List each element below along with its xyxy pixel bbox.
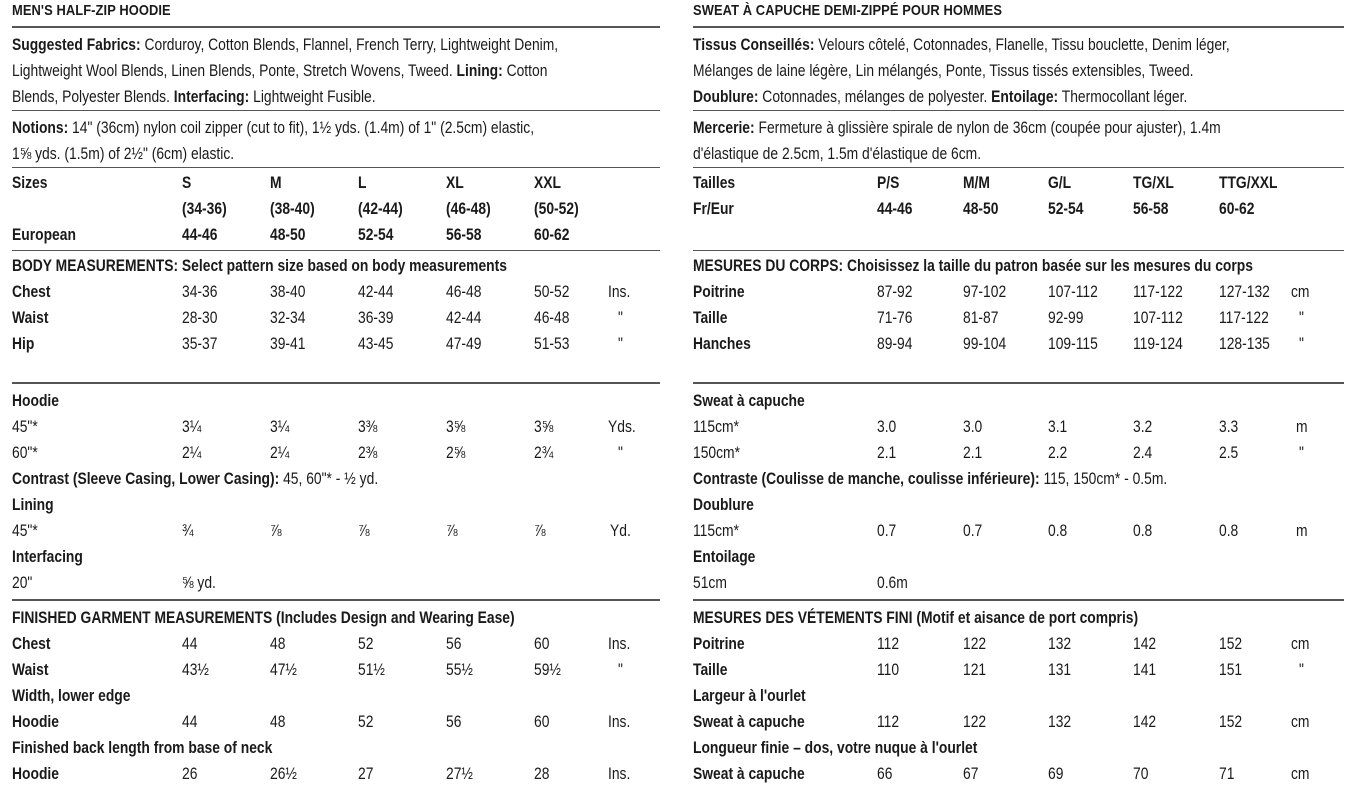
table-cell: 3.0 xyxy=(877,418,897,436)
interfacing-text: Thermocollant léger. xyxy=(1058,88,1188,106)
table-cell: 43½ xyxy=(182,661,209,679)
table-cell: 87-92 xyxy=(877,283,913,301)
table-cell: 81-87 xyxy=(963,309,999,327)
width-label-fr: Largeur à l'ourlet xyxy=(693,687,806,705)
table-cell: 50-52 xyxy=(534,283,570,301)
table-cell: ⅞ xyxy=(270,522,282,540)
table-cell: 39-41 xyxy=(270,335,306,353)
table-cell: 36-39 xyxy=(358,309,394,327)
table-cell: 3.0 xyxy=(963,418,983,436)
table-cell: 142 xyxy=(1133,635,1157,653)
table-cell: 107-112 xyxy=(1048,283,1098,301)
table-cell: 3.2 xyxy=(1133,418,1153,436)
size-range: (38-40) xyxy=(270,200,315,218)
row-label: Hoodie xyxy=(12,713,59,731)
table-cell: 26 xyxy=(182,765,198,783)
row-label: 51cm xyxy=(693,574,727,592)
table-cell: 132 xyxy=(1048,713,1072,731)
divider xyxy=(12,382,660,384)
row-label: 20" xyxy=(12,574,33,592)
size-letter: XL xyxy=(446,174,464,192)
table-cell: 2.5 xyxy=(1219,444,1239,462)
size-letter: M/M xyxy=(963,174,990,192)
row-label: Chest xyxy=(12,283,51,301)
table-cell: 52 xyxy=(358,635,374,653)
table-cell: 44 xyxy=(182,713,198,731)
fabrics-text: Velours côtelé, Cotonnades, Flanelle, Tissu bouclette, Denim léger, xyxy=(814,36,1230,54)
table-cell: 26½ xyxy=(270,765,297,783)
row-label: 60"* xyxy=(12,444,38,462)
size-letter: M xyxy=(270,174,282,192)
lining-text: Cotton xyxy=(502,62,548,80)
unit: Ins. xyxy=(608,283,631,301)
table-cell: 69 xyxy=(1048,765,1064,783)
table-cell: ⅞ xyxy=(534,522,546,540)
table-cell: 3⅜ xyxy=(358,418,378,436)
divider xyxy=(12,26,660,28)
table-cell: 110 xyxy=(877,661,900,679)
table-cell: 117-122 xyxy=(1133,283,1183,301)
table-cell: 27½ xyxy=(446,765,473,783)
row-label: Poitrine xyxy=(693,635,745,653)
table-cell: 46-48 xyxy=(534,309,570,327)
european-size: 44-46 xyxy=(182,226,218,244)
row-label: 45"* xyxy=(12,522,38,540)
unit: cm xyxy=(1291,765,1310,783)
table-cell: 0.8 xyxy=(1048,522,1068,540)
unit: " xyxy=(618,661,623,679)
unit: Ins. xyxy=(608,635,631,653)
eur-size: 60-62 xyxy=(1219,200,1255,218)
row-label: 115cm* xyxy=(693,522,739,540)
notions-text: 1⅝ yds. (1.5m) of 2½" (6cm) elastic. xyxy=(12,145,235,163)
page-title-fr: SWEAT À CAPUCHE DEMI-ZIPPÉ POUR HOMMES xyxy=(693,2,1003,19)
size-range: (46-48) xyxy=(446,200,491,218)
length-label-fr: Longueur finie – dos, votre nuque à l'ourlet xyxy=(693,739,978,757)
unit: Yd. xyxy=(610,522,631,540)
table-cell: 89-94 xyxy=(877,335,913,353)
table-cell: 59½ xyxy=(534,661,561,679)
divider xyxy=(12,250,660,251)
notions-text: 14" (36cm) nylon coil zipper (cut to fit), 1½ yds. (1.4m) of 1" (2.5cm) elastic, xyxy=(68,119,535,137)
table-cell: 56 xyxy=(446,635,462,653)
table-cell: 3¼ xyxy=(182,418,202,436)
table-cell: 44 xyxy=(182,635,198,653)
table-cell: 52 xyxy=(358,713,374,731)
divider xyxy=(693,599,1344,601)
table-cell: 56 xyxy=(446,713,462,731)
fabrics-text: Mélanges de laine légère, Lin mélangés, Ponte, Tissus tissés extensibles, Tweed. xyxy=(693,62,1194,80)
table-cell: 0.6m xyxy=(877,574,908,592)
table-cell: 132 xyxy=(1048,635,1072,653)
table-cell: 122 xyxy=(963,635,987,653)
size-letter: G/L xyxy=(1048,174,1072,192)
table-cell: 48 xyxy=(270,713,286,731)
finished-measurements-heading: FINISHED GARMENT MEASUREMENTS (Includes Design and Wearing Ease) xyxy=(12,609,515,627)
lining-label: Lining: xyxy=(456,62,503,80)
table-cell: 0.8 xyxy=(1133,522,1153,540)
table-cell: 3.3 xyxy=(1219,418,1239,436)
body-measurements-heading-fr: MESURES DU CORPS: Choisissez la taille du patron basée sur les mesures du corps xyxy=(693,257,1253,275)
table-cell: 107-112 xyxy=(1133,309,1183,327)
interfacing-label-fr: Entoilage xyxy=(693,548,756,566)
contrast-line-fr xyxy=(693,466,1167,492)
european-size: 52-54 xyxy=(358,226,394,244)
table-cell: 55½ xyxy=(446,661,473,679)
lining-label: Doublure: xyxy=(693,88,759,106)
table-cell: 34-36 xyxy=(182,283,218,301)
size-letter: S xyxy=(182,174,192,192)
table-cell: 70 xyxy=(1133,765,1149,783)
interfacing-label: Interfacing xyxy=(12,548,83,566)
divider xyxy=(693,26,1344,28)
size-letter: TTG/XXL xyxy=(1219,174,1278,192)
unit: cm xyxy=(1291,283,1310,301)
divider xyxy=(12,599,660,601)
table-cell: 2.1 xyxy=(963,444,983,462)
hoodie-label: Hoodie xyxy=(12,392,59,410)
european-size: 56-58 xyxy=(446,226,482,244)
table-cell: 2¾ xyxy=(534,444,554,462)
fabrics-label: Tissus Conseillés: xyxy=(693,36,815,54)
unit: cm xyxy=(1291,635,1310,653)
eur-size: 52-54 xyxy=(1048,200,1084,218)
row-label: 150cm* xyxy=(693,444,741,462)
width-label: Width, lower edge xyxy=(12,687,131,705)
table-cell: 141 xyxy=(1133,661,1157,679)
size-range: (50-52) xyxy=(534,200,579,218)
size-letter: XXL xyxy=(534,174,561,192)
table-cell: 2¼ xyxy=(270,444,290,462)
european-label: European xyxy=(12,226,76,244)
table-cell: 122 xyxy=(963,713,987,731)
eur-size: 44-46 xyxy=(877,200,913,218)
table-cell: ⅞ xyxy=(446,522,458,540)
table-cell: 97-102 xyxy=(963,283,1007,301)
notions-paragraph xyxy=(12,115,534,167)
divider xyxy=(12,110,660,111)
eur-size: 48-50 xyxy=(963,200,999,218)
fabrics-text: Lightweight Wool Blends, Linen Blends, Ponte, Stretch Wovens, Tweed. xyxy=(12,62,457,80)
notions-label: Notions: xyxy=(12,119,69,137)
notions-label: Mercerie: xyxy=(693,119,755,137)
divider xyxy=(693,382,1344,384)
contrast-text: 115, 150cm* - 0.5m. xyxy=(1039,470,1168,488)
table-cell: 2.1 xyxy=(877,444,897,462)
table-cell: 66 xyxy=(877,765,893,783)
table-cell: 2¼ xyxy=(182,444,202,462)
table-cell: 0.7 xyxy=(877,522,897,540)
table-cell: 51½ xyxy=(358,661,385,679)
table-cell: 99-104 xyxy=(963,335,1007,353)
table-cell: ⅞ xyxy=(358,522,370,540)
page-title: MEN'S HALF-ZIP HOODIE xyxy=(12,2,171,19)
table-cell: 152 xyxy=(1219,713,1243,731)
fabrics-label: Suggested Fabrics: xyxy=(12,36,141,54)
lining-text: Cotonnades, mélanges de polyester. xyxy=(758,88,992,106)
unit: " xyxy=(1299,444,1304,462)
lining-label: Lining xyxy=(12,496,54,514)
table-cell: 3.1 xyxy=(1048,418,1068,436)
table-cell: 71-76 xyxy=(877,309,913,327)
unit: " xyxy=(1299,335,1304,353)
contrast-label: Contrast (Sleeve Casing, Lower Casing): xyxy=(12,470,280,488)
row-label: Taille xyxy=(693,309,728,327)
european-size: 60-62 xyxy=(534,226,570,244)
row-label: Waist xyxy=(12,661,49,679)
table-cell: 3⅝ xyxy=(446,418,466,436)
table-cell: 48 xyxy=(270,635,286,653)
table-cell: 112 xyxy=(877,713,900,731)
fabrics-paragraph xyxy=(12,32,558,110)
eur-size: 56-58 xyxy=(1133,200,1169,218)
table-cell: 32-34 xyxy=(270,309,306,327)
lining-text: Blends, Polyester Blends. xyxy=(12,88,174,106)
contrast-text: 45, 60"* - ½ yd. xyxy=(279,470,379,488)
table-cell: 121 xyxy=(963,661,987,679)
unit: " xyxy=(618,444,623,462)
table-cell: 142 xyxy=(1133,713,1157,731)
row-label: Poitrine xyxy=(693,283,745,301)
table-cell: 42-44 xyxy=(446,309,482,327)
unit: Ins. xyxy=(608,713,631,731)
eur-label: Fr/Eur xyxy=(693,200,734,218)
table-cell: 28-30 xyxy=(182,309,218,327)
row-label: Hanches xyxy=(693,335,751,353)
fabrics-text: Corduroy, Cotton Blends, Flannel, French Terry, Lightweight Denim, xyxy=(140,36,559,54)
unit: " xyxy=(1299,661,1304,679)
notions-text: Fermeture à glissière spirale de nylon de 36cm (coupée pour ajuster), 1.4m xyxy=(754,119,1221,137)
table-cell: 151 xyxy=(1219,661,1243,679)
table-cell: 2⅝ xyxy=(446,444,466,462)
sizes-label: Sizes xyxy=(12,174,48,192)
size-range: (42-44) xyxy=(358,200,403,218)
table-cell: 28 xyxy=(534,765,550,783)
table-cell: 47½ xyxy=(270,661,297,679)
table-cell: 67 xyxy=(963,765,979,783)
finished-measurements-heading-fr: MESURES DES VÉTEMENTS FINI (Motif et aisance de port compris) xyxy=(693,609,1139,627)
divider xyxy=(12,167,660,168)
length-label: Finished back length from base of neck xyxy=(12,739,273,757)
unit: Yds. xyxy=(608,418,636,436)
european-size: 48-50 xyxy=(270,226,306,244)
unit: " xyxy=(618,309,623,327)
unit: cm xyxy=(1291,713,1310,731)
table-cell: 60 xyxy=(534,635,550,653)
row-label: Sweat à capuche xyxy=(693,765,805,783)
table-cell: 46-48 xyxy=(446,283,482,301)
divider xyxy=(693,167,1344,168)
table-cell: 112 xyxy=(877,635,900,653)
table-cell: 38-40 xyxy=(270,283,306,301)
table-cell: 127-132 xyxy=(1219,283,1270,301)
divider xyxy=(693,250,1344,251)
table-cell: 0.7 xyxy=(963,522,983,540)
table-cell: 42-44 xyxy=(358,283,394,301)
lining-label-fr: Doublure xyxy=(693,496,754,514)
table-cell: 131 xyxy=(1048,661,1072,679)
row-label: Hoodie xyxy=(12,765,59,783)
interfacing-text: Lightweight Fusible. xyxy=(249,88,376,106)
table-cell: ¾ xyxy=(182,522,194,540)
size-range: (34-36) xyxy=(182,200,227,218)
unit: m xyxy=(1296,522,1308,540)
notions-text: d'élastique de 2.5cm, 1.5m d'élastique de 6cm. xyxy=(693,145,982,163)
table-cell: 2.4 xyxy=(1133,444,1153,462)
row-label: Chest xyxy=(12,635,51,653)
table-cell: 71 xyxy=(1219,765,1235,783)
table-cell: 51-53 xyxy=(534,335,570,353)
interfacing-label: Interfacing: xyxy=(173,88,250,106)
unit: m xyxy=(1296,418,1308,436)
row-label: 45"* xyxy=(12,418,38,436)
unit: " xyxy=(618,335,623,353)
table-cell: 43-45 xyxy=(358,335,394,353)
fabrics-paragraph-fr xyxy=(693,32,1230,110)
table-cell: 2.2 xyxy=(1048,444,1068,462)
contrast-label: Contraste (Coulisse de manche, coulisse inférieure): xyxy=(693,470,1040,488)
table-cell: 27 xyxy=(358,765,374,783)
size-letter: L xyxy=(358,174,367,192)
table-cell: 152 xyxy=(1219,635,1243,653)
table-cell: 3⅝ xyxy=(534,418,554,436)
table-cell: 60 xyxy=(534,713,550,731)
unit: Ins. xyxy=(608,765,631,783)
table-cell: 119-124 xyxy=(1133,335,1183,353)
table-cell: ⅝ yd. xyxy=(182,574,216,592)
table-cell: 47-49 xyxy=(446,335,482,353)
row-label: Taille xyxy=(693,661,728,679)
size-letter: TG/XL xyxy=(1133,174,1174,192)
size-letter: P/S xyxy=(877,174,900,192)
table-cell: 109-115 xyxy=(1048,335,1098,353)
table-cell: 92-99 xyxy=(1048,309,1084,327)
table-cell: 3¼ xyxy=(270,418,290,436)
row-label: Sweat à capuche xyxy=(693,713,805,731)
table-cell: 117-122 xyxy=(1219,309,1269,327)
notions-paragraph-fr xyxy=(693,115,1221,167)
hoodie-label-fr: Sweat à capuche xyxy=(693,392,805,410)
contrast-line xyxy=(12,466,378,492)
divider xyxy=(693,110,1344,111)
table-cell: 128-135 xyxy=(1219,335,1270,353)
unit: " xyxy=(1299,309,1304,327)
row-label: 115cm* xyxy=(693,418,739,436)
sizes-label: Tailles xyxy=(693,174,736,192)
row-label: Waist xyxy=(12,309,49,327)
table-cell: 35-37 xyxy=(182,335,218,353)
row-label: Hip xyxy=(12,335,35,353)
body-measurements-heading: BODY MEASUREMENTS: Select pattern size based on body measurements xyxy=(12,257,507,275)
interfacing-label: Entoilage: xyxy=(991,88,1059,106)
table-cell: 0.8 xyxy=(1219,522,1239,540)
table-cell: 2⅜ xyxy=(358,444,378,462)
